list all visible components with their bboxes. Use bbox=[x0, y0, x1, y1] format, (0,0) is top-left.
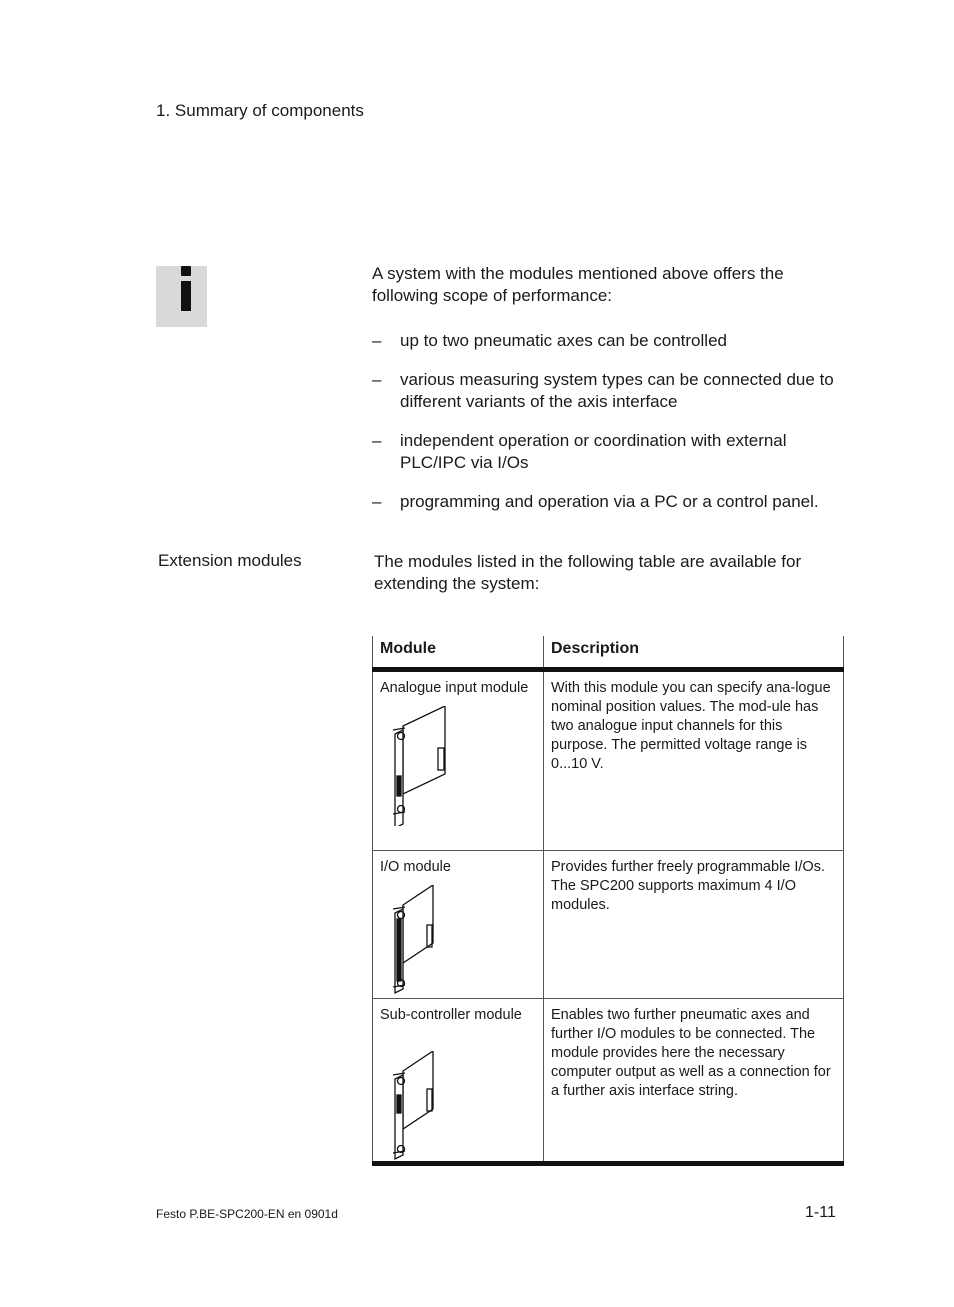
module-cell bbox=[373, 999, 544, 1164]
performance-list bbox=[372, 330, 852, 530]
module-name: Sub-controller module bbox=[380, 1007, 522, 1023]
table-row bbox=[373, 851, 844, 999]
page-number: 1-11 bbox=[805, 1204, 836, 1221]
list-item bbox=[372, 330, 852, 352]
table-row bbox=[373, 670, 844, 851]
footer-document-id: Festo P.BE-SPC200-EN en 0901d bbox=[156, 1207, 338, 1221]
list-item-text: programming and operation via a PC or a control panel. bbox=[400, 492, 819, 511]
bullet-dash: – bbox=[372, 370, 382, 389]
description-cell: Provides further freely programmable I/Os. The SPC200 supports maximum 4 I/O modules. bbox=[544, 851, 844, 999]
list-item-text: various measuring system types can be connected due to different variants of the axis interface bbox=[400, 370, 834, 411]
bullet-dash: – bbox=[372, 331, 382, 350]
module-name: I/O module bbox=[380, 859, 451, 875]
description-cell: With this module you can specify ana-logue nominal position values. The mod-ule has two analogue input channels for this purpose. The permitted voltage range is 0...10 V. bbox=[544, 670, 844, 851]
io-module-card-icon bbox=[383, 885, 453, 995]
section-header: 1. Summary of components bbox=[156, 101, 364, 120]
bullet-dash: – bbox=[372, 492, 382, 511]
intro-text: A system with the modules mentioned above offers the following scope of performance: bbox=[372, 264, 784, 305]
modules-table bbox=[372, 636, 844, 1166]
analogue-module-card-icon bbox=[383, 706, 453, 826]
module-cell bbox=[373, 670, 544, 851]
extension-modules-label: Extension modules bbox=[158, 551, 302, 570]
list-item bbox=[372, 369, 852, 413]
module-cell bbox=[373, 851, 544, 999]
module-name: Analogue input module bbox=[380, 680, 529, 696]
description-cell: Enables two further pneumatic axes and further I/O modules to be connected. The module provides here the necessary computer output as well as a connection for a further axis interface string. bbox=[544, 999, 844, 1164]
table-row bbox=[373, 999, 844, 1164]
bullet-dash: – bbox=[372, 431, 382, 450]
table-header-row bbox=[373, 636, 844, 670]
list-item bbox=[372, 430, 852, 474]
extension-modules-text: The modules listed in the following table are available for extending the system: bbox=[374, 552, 802, 593]
list-item-text: up to two pneumatic axes can be controlled bbox=[400, 331, 727, 350]
sub-controller-card-icon bbox=[383, 1051, 453, 1161]
info-icon-dot bbox=[181, 266, 191, 276]
list-item bbox=[372, 491, 852, 513]
info-icon-stem bbox=[181, 281, 191, 311]
column-header-module: Module bbox=[373, 636, 544, 670]
column-header-description: Description bbox=[544, 636, 844, 670]
list-item-text: independent operation or coordination with external PLC/IPC via I/Os bbox=[400, 431, 787, 472]
